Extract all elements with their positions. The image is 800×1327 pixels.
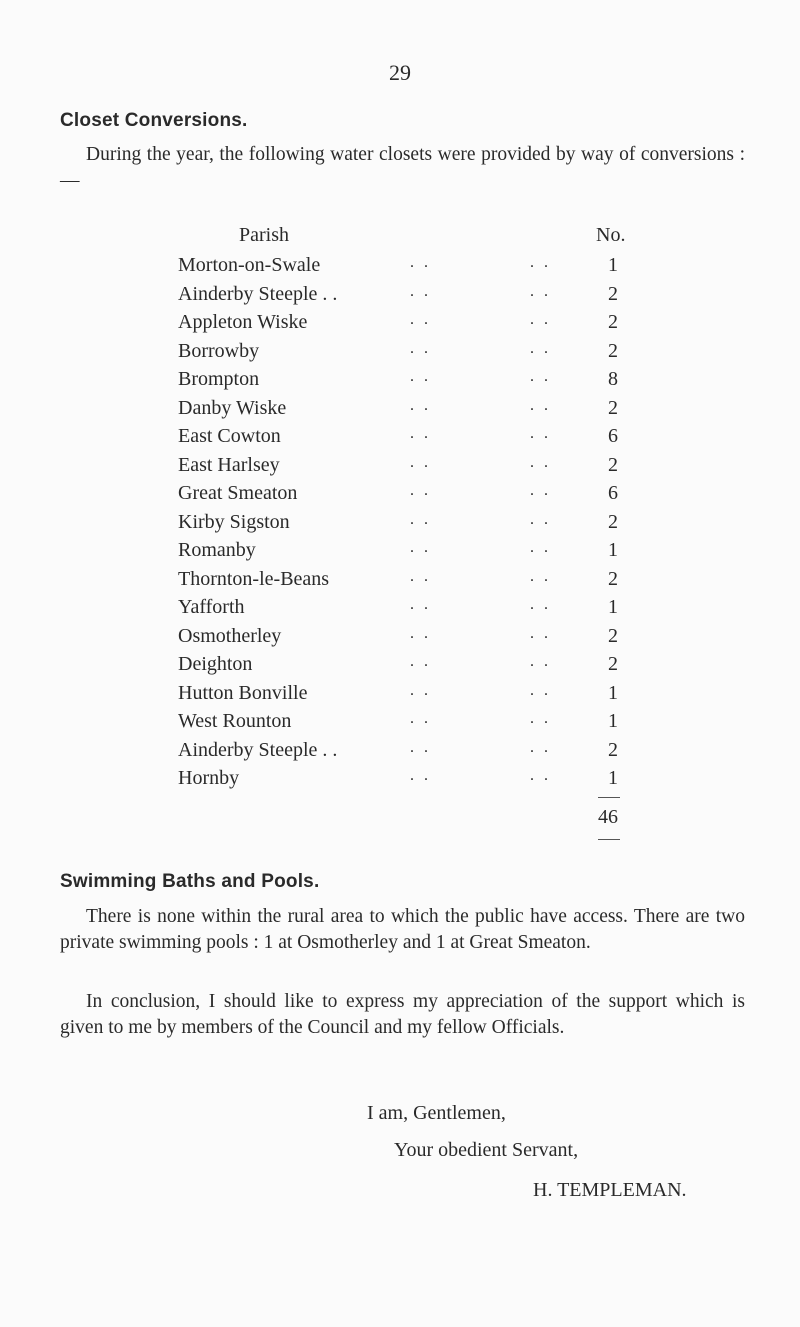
table-row [178, 340, 628, 367]
total-rule-bottom [598, 839, 620, 840]
parish-name: Yafforth [178, 596, 249, 619]
total-rule-top [598, 797, 620, 798]
swimming-paragraph [60, 904, 745, 956]
parish-name: Morton-on-Swale [178, 254, 324, 277]
leader-dots: . . [530, 368, 551, 385]
table-row [178, 283, 628, 310]
table-row [178, 511, 628, 538]
leader-dots: . . [530, 339, 551, 357]
conversion-count: 8 [608, 368, 618, 390]
signature: H. TEMPLEMAN. [533, 1179, 687, 1201]
table-row [178, 625, 628, 652]
table-row [178, 767, 628, 794]
leader-dots: . . [530, 425, 551, 442]
leader-dots: . . [530, 453, 551, 471]
parish-name: Kirby Sigston [178, 511, 294, 534]
table-row [178, 311, 628, 338]
parish-name: Deighton [178, 653, 256, 676]
swimming-text: There is none within the rural area to which the public have access. There are two private swimming pools : 1 at Osmotherley and 1 at Great Smeaton. [60, 906, 745, 953]
leader-dots: . . [410, 453, 431, 471]
conversion-count: 2 [608, 510, 618, 533]
leader-dots: . . [530, 539, 551, 556]
swimming-baths-heading: Swimming Baths and Pools. [60, 871, 320, 892]
total-value: 46 [598, 806, 618, 828]
conversion-count: 1 [608, 539, 618, 561]
closet-intro-text: During the year, the following water closets were provided by way of conversions :— [60, 144, 745, 191]
leader-dots: . . [410, 681, 431, 699]
leader-dots: . . [410, 368, 431, 385]
leader-dots: . . [530, 681, 551, 699]
conversion-count: 2 [608, 453, 618, 476]
table-row [178, 739, 628, 766]
closet-conversions-heading: Closet Conversions. [60, 110, 248, 131]
leader-dots: . . [530, 254, 551, 271]
table-row [178, 568, 628, 595]
parish-name: Great Smeaton [178, 482, 301, 505]
parish-name: Osmotherley [178, 625, 285, 648]
closing-salutation: I am, Gentlemen, [367, 1102, 506, 1124]
parish-name: East Harlsey [178, 454, 284, 477]
leader-dots: . . [410, 339, 431, 357]
leader-dots: . . [530, 510, 551, 528]
conversion-count: 6 [608, 482, 618, 504]
parish-name: Hutton Bonville [178, 682, 311, 705]
closing-servant: Your obedient Servant, [394, 1139, 579, 1161]
conversion-count: 2 [608, 311, 618, 333]
table-row [178, 425, 628, 452]
leader-dots: . . [410, 596, 431, 613]
conversion-count: 2 [608, 738, 618, 761]
leader-dots: . . [530, 311, 551, 328]
conversion-count: 2 [608, 624, 618, 647]
parish-name: Hornby [178, 767, 243, 790]
table-row [178, 397, 628, 424]
parish-name: Romanby [178, 539, 260, 562]
conversion-count: 1 [608, 254, 618, 276]
table-row [178, 596, 628, 623]
leader-dots: . . [410, 738, 431, 756]
conclusion-paragraph [60, 989, 745, 1041]
leader-dots: . . [530, 282, 551, 300]
leader-dots: . . [530, 396, 551, 414]
table-row [178, 254, 628, 281]
leader-dots: . . [410, 396, 431, 414]
table-row [178, 653, 628, 680]
column-header-parish: Parish [239, 224, 289, 246]
leader-dots: . . [410, 710, 431, 727]
table-row [178, 454, 628, 481]
parish-name: Ainderby Steeple . . [178, 283, 341, 306]
parish-name: Danby Wiske [178, 397, 290, 420]
leader-dots: . . [530, 710, 551, 727]
leader-dots: . . [410, 567, 431, 585]
leader-dots: . . [410, 767, 431, 784]
parish-name: West Rounton [178, 710, 295, 733]
table-row [178, 539, 628, 566]
leader-dots: . . [530, 767, 551, 784]
table-row [178, 710, 628, 737]
parish-name: Ainderby Steeple . . [178, 739, 341, 762]
conversion-count: 2 [608, 282, 618, 305]
conversion-count: 1 [608, 596, 618, 618]
leader-dots: . . [530, 567, 551, 585]
leader-dots: . . [530, 482, 551, 499]
leader-dots: . . [410, 624, 431, 642]
leader-dots: . . [410, 482, 431, 499]
leader-dots: . . [530, 624, 551, 642]
parish-name: Borrowby [178, 340, 263, 363]
leader-dots: . . [410, 510, 431, 528]
leader-dots: . . [410, 311, 431, 328]
leader-dots: . . [410, 539, 431, 556]
conversion-count: 2 [608, 396, 618, 419]
column-header-no: No. [596, 224, 626, 246]
leader-dots: . . [530, 596, 551, 613]
page-number: 29 [389, 60, 411, 85]
leader-dots: . . [410, 254, 431, 271]
conversion-count: 6 [608, 425, 618, 447]
parish-name: Brompton [178, 368, 263, 391]
leader-dots: . . [410, 282, 431, 300]
leader-dots: . . [410, 653, 431, 670]
conversion-count: 2 [608, 653, 618, 675]
conversion-count: 1 [608, 710, 618, 732]
parish-name: East Cowton [178, 425, 285, 448]
closet-intro-paragraph [60, 142, 745, 194]
table-row [178, 482, 628, 509]
table-row [178, 682, 628, 709]
conversion-count: 2 [608, 567, 618, 590]
leader-dots: . . [530, 738, 551, 756]
leader-dots: . . [530, 653, 551, 670]
conclusion-text: In conclusion, I should like to express my appreciation of the support which is given to me by members of the Council and my fellow Officials. [60, 991, 745, 1038]
conversion-count: 2 [608, 339, 618, 362]
conversion-count: 1 [608, 681, 618, 704]
parish-name: Thornton-le-Beans [178, 568, 333, 591]
conversion-count: 1 [608, 767, 618, 789]
table-row [178, 368, 628, 395]
parish-name: Appleton Wiske [178, 311, 311, 334]
leader-dots: . . [410, 425, 431, 442]
